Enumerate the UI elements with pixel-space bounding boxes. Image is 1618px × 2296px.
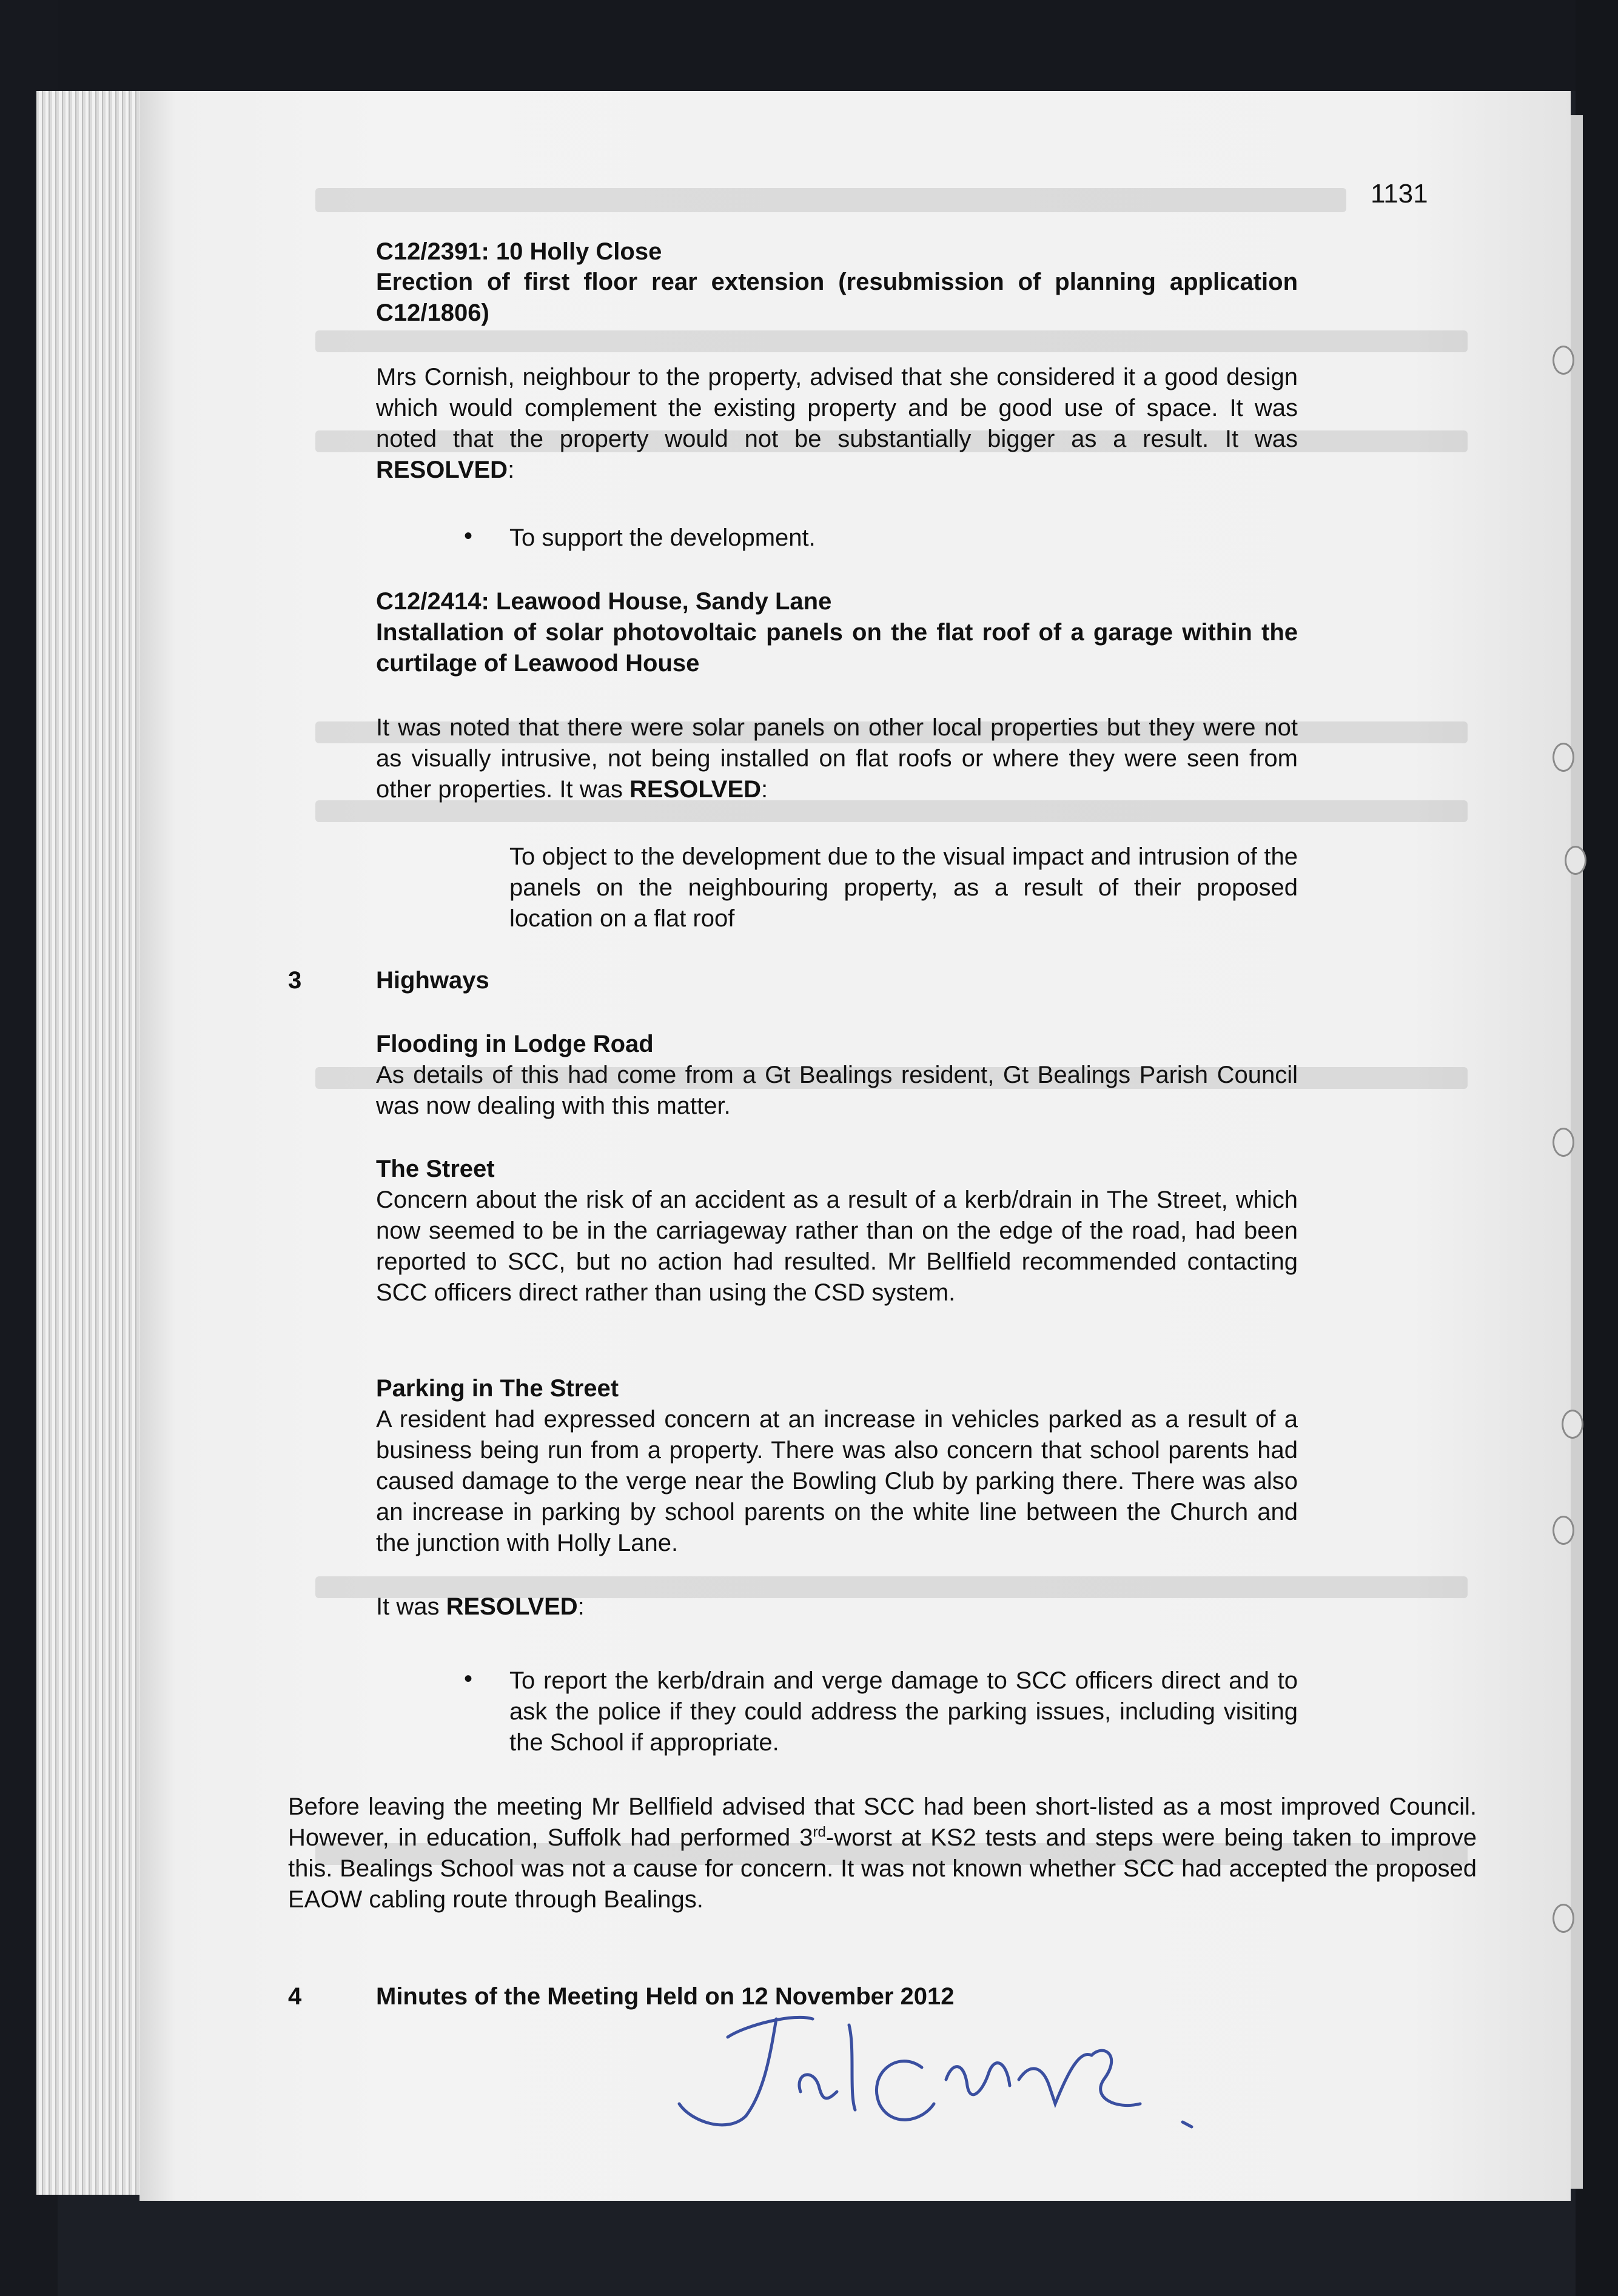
page-edges-stack: [36, 91, 152, 2195]
binder-hole: [1565, 846, 1586, 875]
item2-title: Installation of solar photovoltaic panels on the flat roof of a garage within the curtilage of Leawood House: [376, 619, 1298, 677]
closing-part1: Before leaving the meeting Mr Bellfield advised that SCC had been short-listed as a most improved Council. However, in education, Suffolk had performed 3: [288, 1793, 1477, 1851]
binder-hole: [1553, 346, 1574, 375]
flooding-body: As details of this had come from a Gt Bealings resident, Gt Bealings Parish Council was now dealing with this matter.: [376, 1062, 1298, 1119]
item1-colon: :: [508, 457, 515, 483]
signature: [655, 2001, 1201, 2146]
binder-cover-top: [0, 0, 1618, 91]
section3-resolved-prefix: It was: [376, 1593, 446, 1620]
item1-body-text: Mrs Cornish, neighbour to the property, advised that she considered it a good design which would complement the existing property and be good use of space. It was noted that the property would not be substantially bigger as a result. It was: [376, 364, 1298, 452]
section3-colon: :: [577, 1593, 585, 1620]
item1-title: Erection of first floor rear extension (resubmission of planning application C12/1806): [376, 269, 1298, 326]
item1-resolved: RESOLVED: [376, 457, 508, 483]
section3-resolved: RESOLVED: [446, 1593, 578, 1620]
item2-ref: C12/2414: Leawood House, Sandy Lane: [376, 588, 832, 615]
section3-resolved-line: [376, 1591, 585, 1622]
item2-colon: :: [761, 776, 768, 803]
parking-heading: Parking in The Street: [376, 1375, 619, 1402]
section4-heading: Minutes of the Meeting Held on 12 November 2012: [376, 1983, 955, 2010]
item2-body-text: It was noted that there were solar panels on other local properties but they were not as visually intrusive, not being installed on flat roofs or where they were seen from other properties. It was: [376, 714, 1298, 803]
item1-bullet: To support the development.: [509, 524, 816, 551]
section3-bullet: To report the kerb/drain and verge damage to SCC officers direct and to ask the police if they could address the parking issues, including visiting the School if appropriate.: [509, 1667, 1298, 1756]
binder-hole: [1553, 1904, 1574, 1933]
section4-number: 4: [288, 1983, 302, 2010]
parking-body: A resident had expressed concern at an increase in vehicles parked as a result of a business being run from a property. There was also concern that school parents had caused damage to the verge near the Bowling Club by parking there. There was also an increase in parking by school parents on the white line between the Church and the junction with Holly Lane.: [376, 1406, 1298, 1556]
item2-body: [376, 712, 1298, 805]
item2-decision: To object to the development due to the visual impact and intrusion of the panels on the neighbouring property, as a result of their proposed location on a flat roof: [509, 843, 1298, 932]
section3-number: 3: [288, 967, 302, 994]
closing-sup: rd: [813, 1824, 826, 1841]
bullet-icon: •: [464, 1665, 473, 1692]
page-number: 1131: [1371, 179, 1428, 209]
closing-paragraph: [288, 1792, 1477, 1915]
binder-hole: [1553, 1128, 1574, 1157]
section3-heading: Highways: [376, 967, 489, 994]
page-right-edge: [1571, 115, 1583, 2189]
bullet-icon: •: [464, 523, 473, 549]
street-body: Concern about the risk of an accident as a result of a kerb/drain in The Street, which now seemed to be in the carriageway rather than on the edge of the road, had been reported to SCC, but no action had resulted. Mr Bellfield recommended contacting SCC officers direct rather than using the CSD system.: [376, 1186, 1298, 1306]
item2-resolved: RESOLVED: [629, 776, 762, 803]
item1-body: [376, 362, 1298, 486]
binder-hole: [1562, 1410, 1583, 1439]
binder-hole: [1553, 1516, 1574, 1545]
street-heading: The Street: [376, 1156, 495, 1182]
closing-part2: -worst at KS2 tests and steps were being taken to improve this. Bealings School was not a cause for concern. It was not known whether SCC had accepted the proposed EAOW cabling route through Bealings.: [288, 1824, 1477, 1913]
item1-ref: C12/2391: 10 Holly Close: [376, 238, 662, 265]
flooding-heading: Flooding in Lodge Road: [376, 1031, 654, 1057]
binder-hole: [1553, 743, 1574, 772]
